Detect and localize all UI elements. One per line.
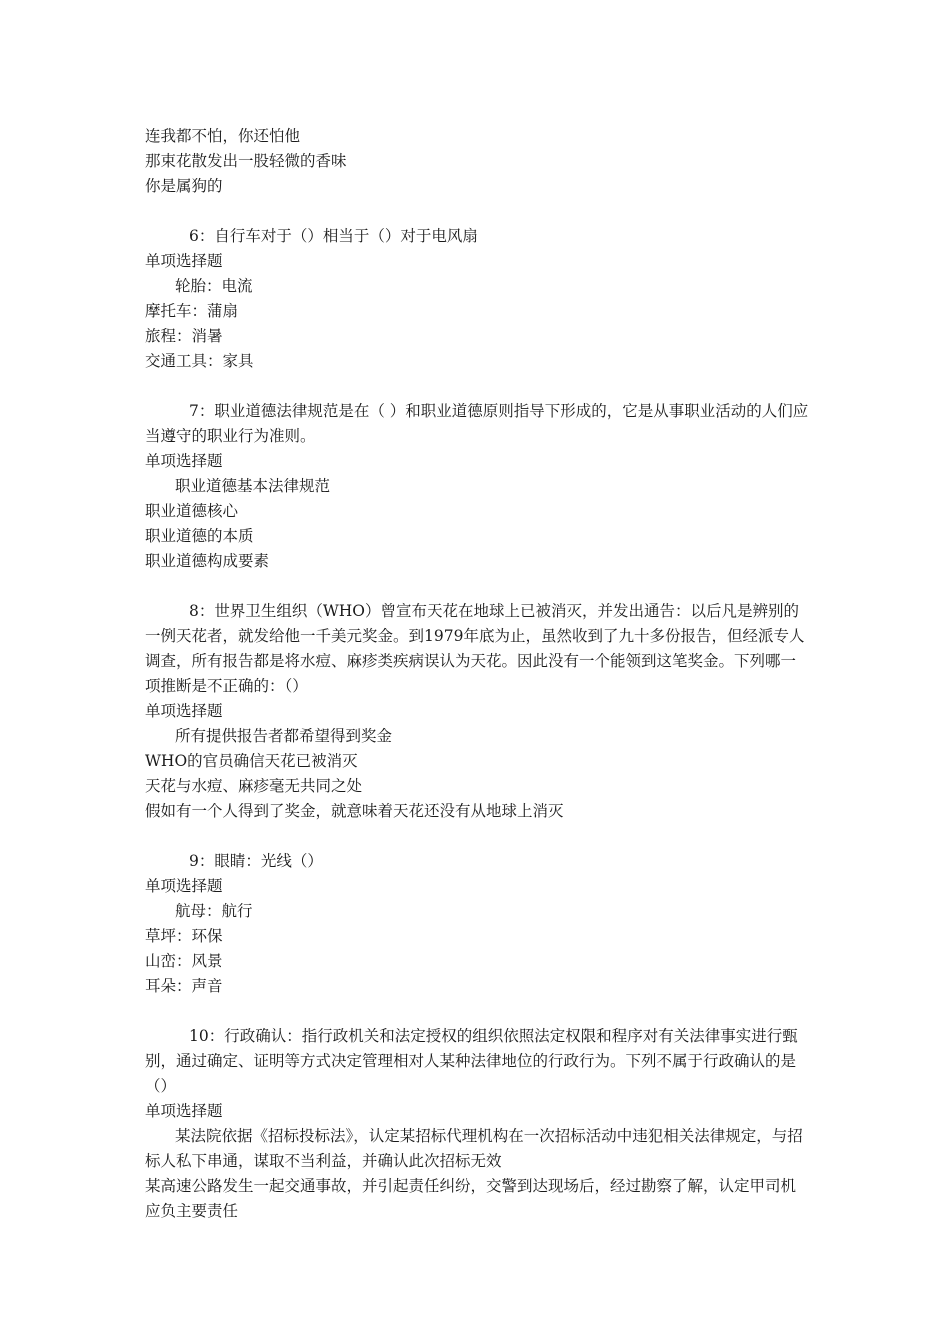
option: 职业道德核心 bbox=[145, 502, 239, 520]
option: 摩托车：蒲扇 bbox=[145, 302, 239, 320]
question-stem: 8：世界卫生组织（WHO）曾宣布天花在地球上已被消灭，并发出通告：以后凡是辨别的一例天花者，就发给他一千美元奖金。到1979年底为止，虽然收到了九十多份报告，但经派专人调查，所有报告都是将水痘、麻疹类疾病误认为天花。因此没有一个能领到这笔奖金。下列哪一项推断是不正确的：（） bbox=[145, 602, 805, 695]
question-type: 单项选择题 bbox=[145, 1102, 223, 1120]
option: 轮胎：电流 bbox=[175, 277, 253, 295]
question-type: 单项选择题 bbox=[145, 452, 223, 470]
option: 职业道德基本法律规范 bbox=[175, 477, 331, 495]
question-type: 单项选择题 bbox=[145, 877, 223, 895]
intro-line: 连我都不怕，你还怕他 bbox=[145, 127, 301, 145]
option: 耳朵：声音 bbox=[145, 977, 223, 995]
option: 某高速公路发生一起交通事故，并引起责任纠纷，交警到达现场后，经过勘察了解，认定甲司机应负主要责任 bbox=[145, 1177, 797, 1220]
document-page bbox=[145, 124, 810, 1224]
option: 山峦：风景 bbox=[145, 952, 223, 970]
intro-line: 你是属狗的 bbox=[145, 177, 223, 195]
option: WHO的官员确信天花已被消灭 bbox=[145, 752, 358, 770]
question-stem: 7：职业道德法律规范是在（ ）和职业道德原则指导下形成的，它是从事职业活动的人们应当遵守的职业行为准则。 bbox=[145, 402, 809, 445]
option: 天花与水痘、麻疹毫无共同之处 bbox=[145, 777, 363, 795]
question-stem: 9：眼睛：光线（） bbox=[189, 852, 323, 870]
option: 草坪：环保 bbox=[145, 927, 223, 945]
option: 航母：航行 bbox=[175, 902, 253, 920]
option: 旅程：消暑 bbox=[145, 327, 223, 345]
question-type: 单项选择题 bbox=[145, 252, 223, 270]
option: 职业道德的本质 bbox=[145, 527, 254, 545]
option: 职业道德构成要素 bbox=[145, 552, 270, 570]
option: 假如有一个人得到了奖金，就意味着天花还没有从地球上消灭 bbox=[145, 802, 564, 820]
option: 所有提供报告者都希望得到奖金 bbox=[175, 727, 393, 745]
question-type: 单项选择题 bbox=[145, 702, 223, 720]
option: 交通工具：家具 bbox=[145, 352, 254, 370]
question-stem: 10：行政确认：指行政机关和法定授权的组织依照法定权限和程序对有关法律事实进行甄别，通过确定、证明等方式决定管理相对人某种法律地位的行政行为。下列不属于行政确认的是（） bbox=[145, 1027, 798, 1095]
question-stem: 6：自行车对于（）相当于（）对于电风扇 bbox=[189, 227, 478, 245]
option: 某法院依据《招标投标法》，认定某招标代理机构在一次招标活动中违犯相关法律规定，与招标人私下串通，谋取不当利益，并确认此次招标无效 bbox=[145, 1127, 803, 1170]
intro-line: 那束花散发出一股轻微的香味 bbox=[145, 152, 347, 170]
